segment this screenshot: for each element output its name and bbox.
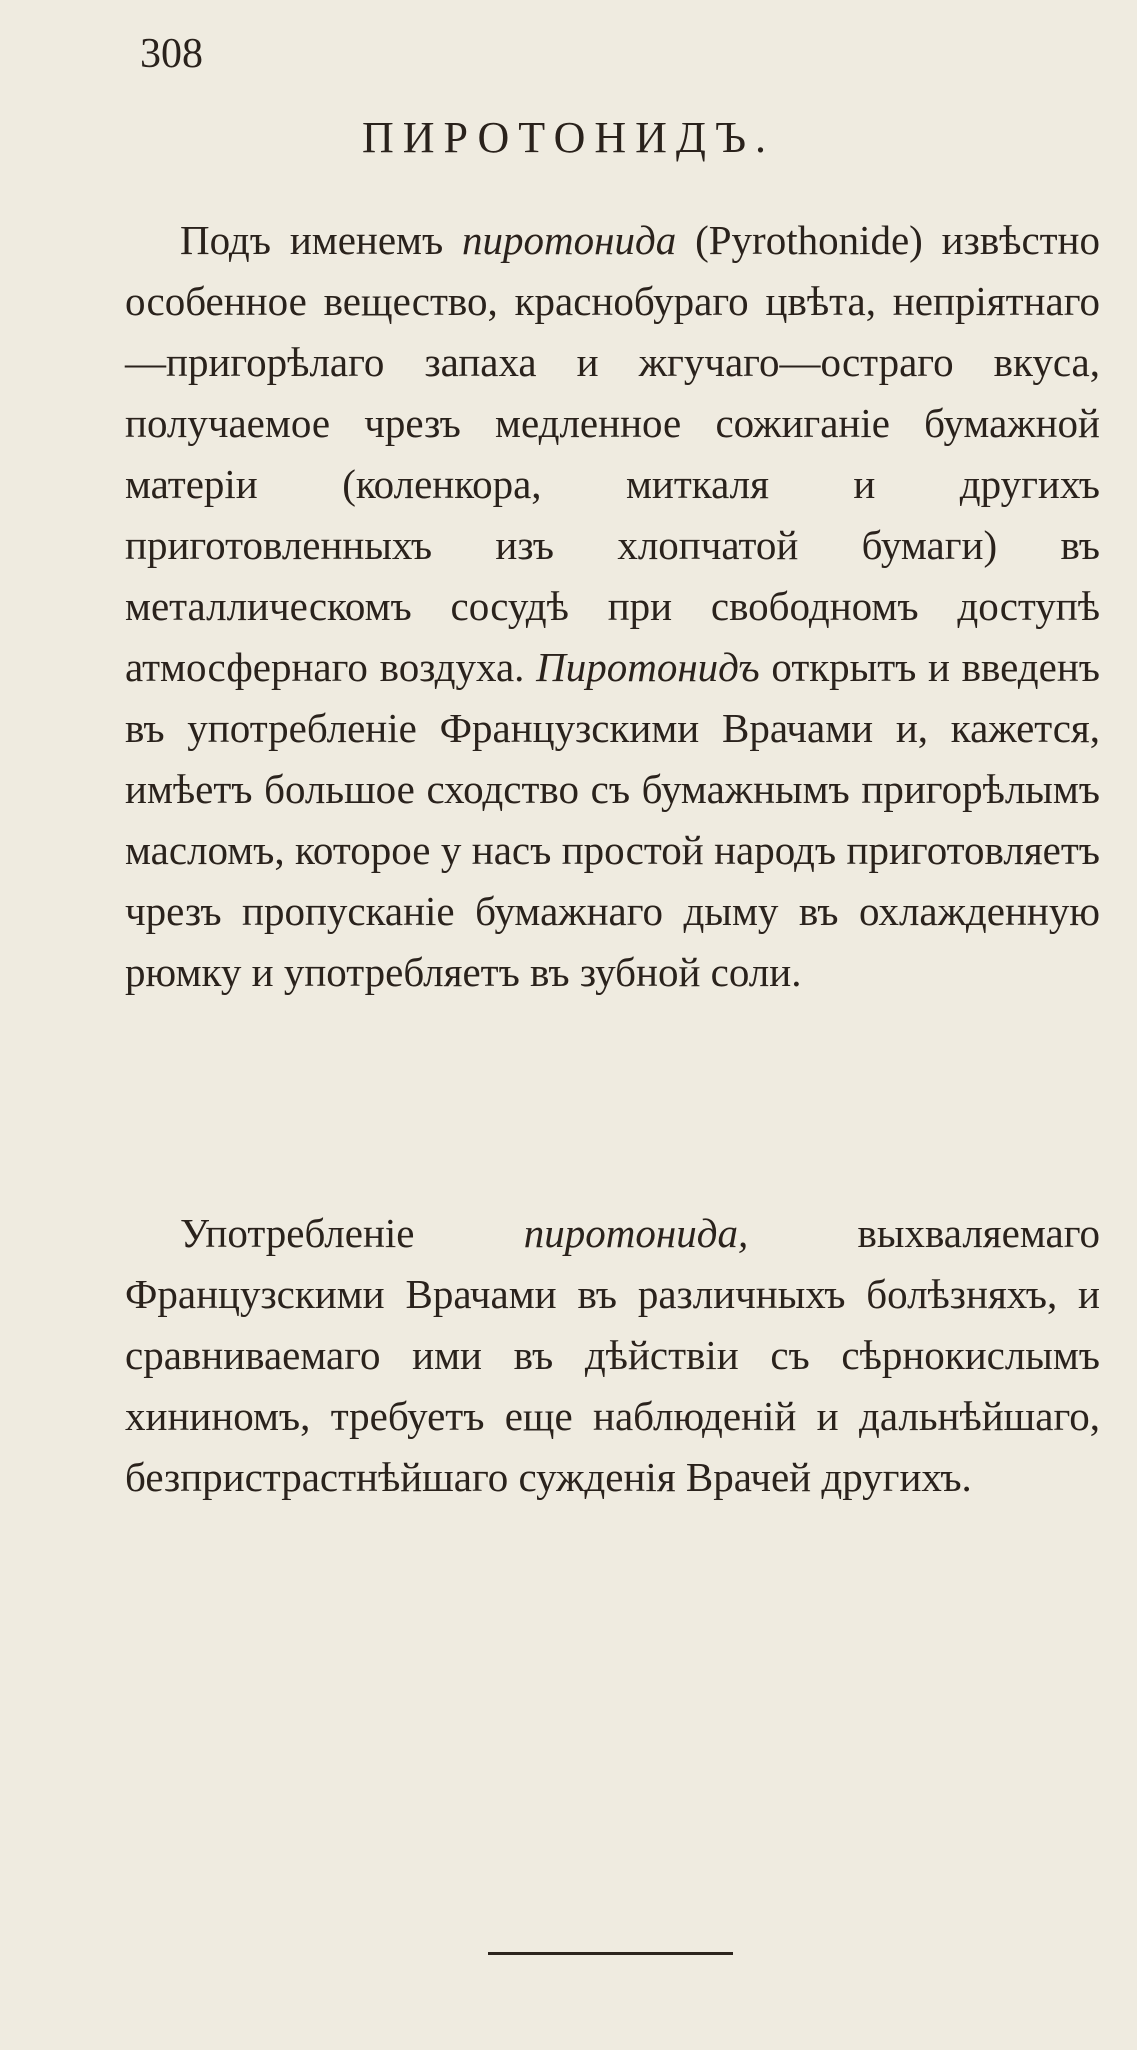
italic-term: пиротонида, [523,1210,749,1256]
text-segment: (Pyrothonide) извѣстно особенное вещество, краснобураго цвѣта, непріятнаго—пригорѣлаго запаха и жгучаго—остраго вкуса, получаемое чрезъ медленное сожиганіе бумажной матеріи (коленкора, миткаля и другихъ приготовленныхъ изъ хлопчатой бумаги) въ металлическомъ сосудѣ при свободномъ доступѣ атмосфернаго воздуха. [125,217,1100,690]
italic-term: пиротонида [462,217,677,263]
paragraph-2 [125,1203,1100,1508]
text-segment: выхваляемаго Французскими Врачами въ различныхъ болѣзняхъ, и сравниваемаго ими въ дѣйствіи съ сѣрнокислымъ хининомъ, требуетъ еще наблюденій и дальнѣйшаго, безпристрастнѣйшаго сужденія Врачей другихъ. [125,1210,1100,1500]
paragraph-1 [125,210,1100,1003]
italic-term: Пиротонидъ [536,644,760,690]
text-segment: Употребленіе [180,1210,524,1256]
page-number: 308 [140,31,203,77]
section-title: ПИРОТОНИДЪ. [361,113,776,162]
text-segment: Подъ именемъ [180,217,463,263]
text-segment: открытъ и введенъ въ употребленіе Французскими Врачами и, кажется, имѣетъ большое сходство съ бумажнымъ пригорѣлымъ масломъ, которое у насъ простой народъ приготовляетъ чрезъ пропусканіе бумажнаго дыму въ охлажденную рюмку и употребляетъ въ зубной соли. [125,644,1101,995]
end-rule [488,1952,733,1955]
